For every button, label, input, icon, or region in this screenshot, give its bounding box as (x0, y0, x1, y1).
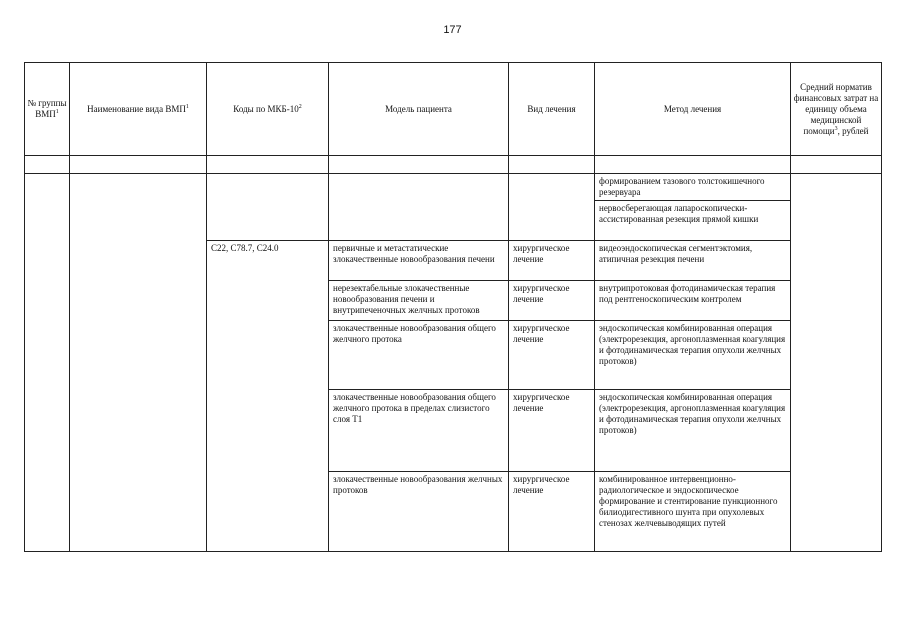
header-row (25, 63, 882, 156)
header-icd-codes: Коды по МКБ-$10^2$ (207, 63, 329, 156)
icd-codes-cell: C22, C78.7, C24.0 (207, 241, 329, 552)
header-patient-model: Модель пациента (329, 63, 509, 156)
table-row (25, 174, 882, 201)
treatment-type-cell: хирургическое лечение (509, 321, 595, 390)
treatment-method-cell: комбинированное интервенционно-радиологическое и эндоскопическое формирование и стентирование пункционного билиодигестивного шунта при опухолевых стенозах желчевыводящих путей (595, 472, 791, 552)
header-treatment-type: Вид лечения (509, 63, 595, 156)
treatment-method-cell: формированием тазового толстокишечного резервуара (595, 174, 791, 201)
header-average-cost: Средний норматив финансовых затрат на единицу объема медицинской помощи$^3$, рублей (791, 63, 882, 156)
treatment-method-cell: внутрипротоковая фотодинамическая терапия под рентгеноскопическим контролем (595, 281, 791, 321)
header-treatment-method: Метод лечения (595, 63, 791, 156)
treatment-type-cell (509, 174, 595, 241)
page-number: 177 (443, 24, 462, 36)
treatment-method-cell: эндоскопическая комбинированная операция (электрорезекция, аргоноплазменная коагуляция и фотодинамическая терапия опухоли желчных протоков) (595, 321, 791, 390)
treatment-method-cell: эндоскопическая комбинированная операция (электрорезекция, аргоноплазменная коагуляция и фотодинамическая терапия опухоли желчных протоков) (595, 390, 791, 472)
spacer-row (25, 156, 882, 174)
patient-model-cell (329, 174, 509, 241)
header-group-number: № группы ВМП$^1$ (25, 63, 70, 156)
vmp-table (24, 62, 882, 552)
treatment-type-cell: хирургическое лечение (509, 241, 595, 281)
patient-model-cell: нерезектабельные злокачественные новообразования печени и внутрипеченочных желчных протоков (329, 281, 509, 321)
patient-model-cell: злокачественные новообразования желчных протоков (329, 472, 509, 552)
header-vmp-name: Наименование вида ВМП$^1$ (70, 63, 207, 156)
treatment-method-cell: нервосберегающая лапароскопически-ассистированная резекция прямой кишки (595, 201, 791, 241)
treatment-type-cell: хирургическое лечение (509, 472, 595, 552)
treatment-type-cell: хирургическое лечение (509, 281, 595, 321)
patient-model-cell: злокачественные новообразования общего желчного протока (329, 321, 509, 390)
icd-codes-cell (207, 174, 329, 241)
group-number-cell (25, 174, 70, 552)
patient-model-cell: злокачественные новообразования общего желчного протока в пределах слизистого слоя T1 (329, 390, 509, 472)
treatment-method-cell: видеоэндоскопическая сегментэктомия, атипичная резекция печени (595, 241, 791, 281)
vmp-name-cell (70, 174, 207, 552)
treatment-type-cell: хирургическое лечение (509, 390, 595, 472)
average-cost-cell (791, 174, 882, 552)
patient-model-cell: первичные и метастатические злокачественные новообразования печени (329, 241, 509, 281)
